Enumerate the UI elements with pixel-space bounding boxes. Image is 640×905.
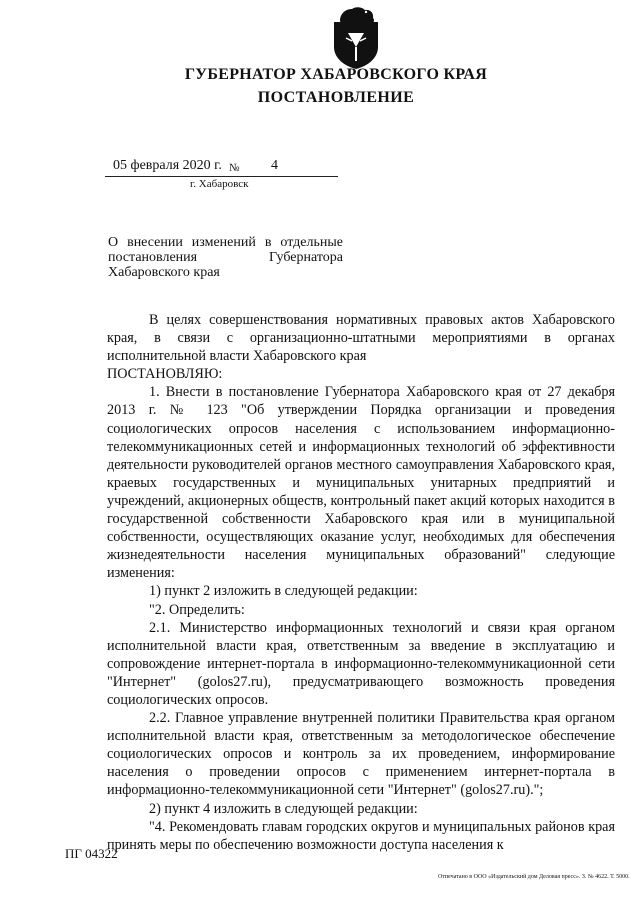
item-2-1: 2.1. Министерство информационных технологий и связи края органом исполнительной власти края, ответственным за введение в эксплуатацию и сопровождение интернет-портала в информационно-телекоммуникационной сети "Интернет" (golos27.ru), предусматривающего возможность проведения социологических опросов. [107,619,615,708]
item-4: "4. Рекомендовать главам городских округов и муниципальных районов края принять меры по обеспечению возможности доступа населения к [107,818,615,853]
subclause-1: 1) пункт 2 изложить в следующей редакции: [149,583,418,600]
number-sign: № [229,162,240,174]
document-type: ПОСТАНОВЛЕНИЕ [257,89,415,106]
document-subject: О внесении изменений в отдельные постановления Губернатора Хабаровского края [108,235,343,280]
document-body [107,311,615,854]
item-2-2: 2.2. Главное управление внутренней политики Правительства края органом исполнительной власти края, ответственным за методологическое обеспечение социологических опросов и контроль за их проведением, информирование населения о проведении опросов с применением интернет-портала в информационно-телекоммуникационной сети "Интернет" (golos27.ru)."; [107,710,615,799]
resolve-heading: ПОСТАНОВЛЯЮ: [107,366,223,383]
item-2-heading: "2. Определить: [149,601,245,618]
coat-of-arms-emblem [326,5,386,71]
subclause-2: 2) пункт 4 изложить в следующей редакции: [149,800,418,817]
printer-imprint: Отпечатано в ООО «Издательский дом Деловая пресс». З. № 4622. Т. 5000. [438,874,630,880]
document-number: 4 [271,158,278,173]
document-date: 05 февраля 2020 г. [113,158,222,173]
date-underline [105,176,338,177]
preamble-paragraph: В целях совершенствования нормативных правовых актов Хабаровского края, в связи с организационно-штатными мероприятиями в органах исполнительной власти Хабаровского края [107,312,615,365]
authority-title: ГУБЕРНАТОР ХАБАРОВСКОГО КРАЯ [184,66,488,83]
clause-1: 1. Внести в постановление Губернатора Хабаровского края от 27 декабря 2013 г. № 123 "Об утверждении Порядка организации и проведения социологических опросов населения с использованием информационно-телекоммуникационных сетей и информационных технологий об эффективности деятельности руководителей органов местного самоуправления Хабаровского края, краевых государственных и муниципальных унитарных предприятий и учреждений, акционерных обществ, контрольный пакет акций которых находится в государственной собственности Хабаровского края или в муниципальной собственности, осуществляющих оказание услуг, необходимых для обеспечения жизнедеятельности населения муниципальных образований" следующие изменения: [107,384,615,582]
document-city: г. Хабаровск [190,178,249,190]
print-code: ПГ 04322 [65,846,118,861]
